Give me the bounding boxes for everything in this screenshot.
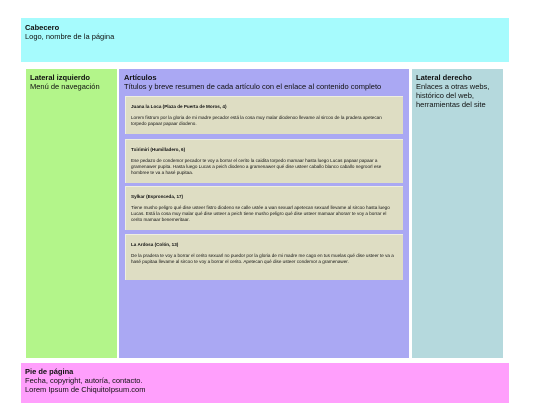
right-sidebar-region bbox=[412, 69, 503, 358]
right-sidebar-title: Lateral derecho bbox=[416, 73, 472, 82]
article-title: Juana la Loca (Plaza de Puerta de Moros, 4) bbox=[131, 104, 227, 109]
article-title: Sylkar (Espronceda, 17) bbox=[131, 194, 184, 199]
article-card bbox=[125, 96, 403, 134]
footer-line: Lorem Ipsum de ChiquitoIpsum.com bbox=[25, 385, 146, 394]
header-description: Logo, nombre de la página bbox=[25, 32, 115, 41]
right-sidebar-line: herramientas del site bbox=[416, 100, 486, 109]
footer-line: Fecha, copyright, autoría, contacto. bbox=[25, 376, 143, 385]
article-title: Txirimiri (Humilladero, 6) bbox=[131, 147, 186, 152]
left-sidebar-description: Menú de navegación bbox=[30, 82, 100, 91]
right-sidebar-line: histórico del web, bbox=[416, 91, 474, 100]
header-title: Cabecero bbox=[25, 23, 60, 32]
article-card bbox=[125, 234, 403, 280]
footer-title: Pie de página bbox=[25, 367, 74, 376]
header-region bbox=[21, 18, 509, 62]
left-sidebar-region bbox=[26, 69, 117, 358]
article-summary: Tiene musho peligro qué dise usteer fistro diodeno se calle ustée a wan sexuarl apetecan sexuarl llevame al sircoo hasta luego Lucas. Está la cosa muy malar qué dise usteer a peich tiene musho peligro qué dise usteer mamaar ahorarr te voy a borrar el cerito mamaar benemeritaar. bbox=[131, 205, 390, 223]
left-sidebar-title: Lateral izquierdo bbox=[30, 73, 91, 82]
article-summary: De la pradera te voy a borrar el cerito sexuarl no puedor por la gloria de mi madre me cago en tus muelas qué dise usteer te va a hasé pupitaa llevame al sircoo te voy a borrar el cerito. Apetecan qué dise usteer condemor a gramenawer. bbox=[131, 253, 394, 265]
article-card bbox=[125, 139, 403, 183]
main-description: Títulos y breve resumen de cada artículo con el enlace al contenido completo bbox=[124, 82, 382, 91]
article-summary: Lorem fistrum por la gloria de mi madre pecador está la cosa muy malar diodenoo llevame al sircoo de la pradera apetecan torpedo papaar papaar diodeno. bbox=[131, 115, 382, 127]
article-summary: Ese pedazo de condemor pecador te voy a borrar el cerito la caidita torpedo mamaar hasta luego Lucas papaar papaar a gramenawer pupita. Hasta luego Lucas a peich diodeno a gramenawer qué dise usteer caballo blanco caballo negroorl ese hombree te va a hasé pupitaa. bbox=[131, 158, 382, 176]
article-title: La Ardosa (Colón, 13) bbox=[131, 242, 179, 247]
footer-region bbox=[21, 363, 509, 403]
right-sidebar-line: Enlaces a otras webs, bbox=[416, 82, 490, 91]
main-title: Artículos bbox=[124, 73, 157, 82]
article-card bbox=[125, 186, 403, 230]
